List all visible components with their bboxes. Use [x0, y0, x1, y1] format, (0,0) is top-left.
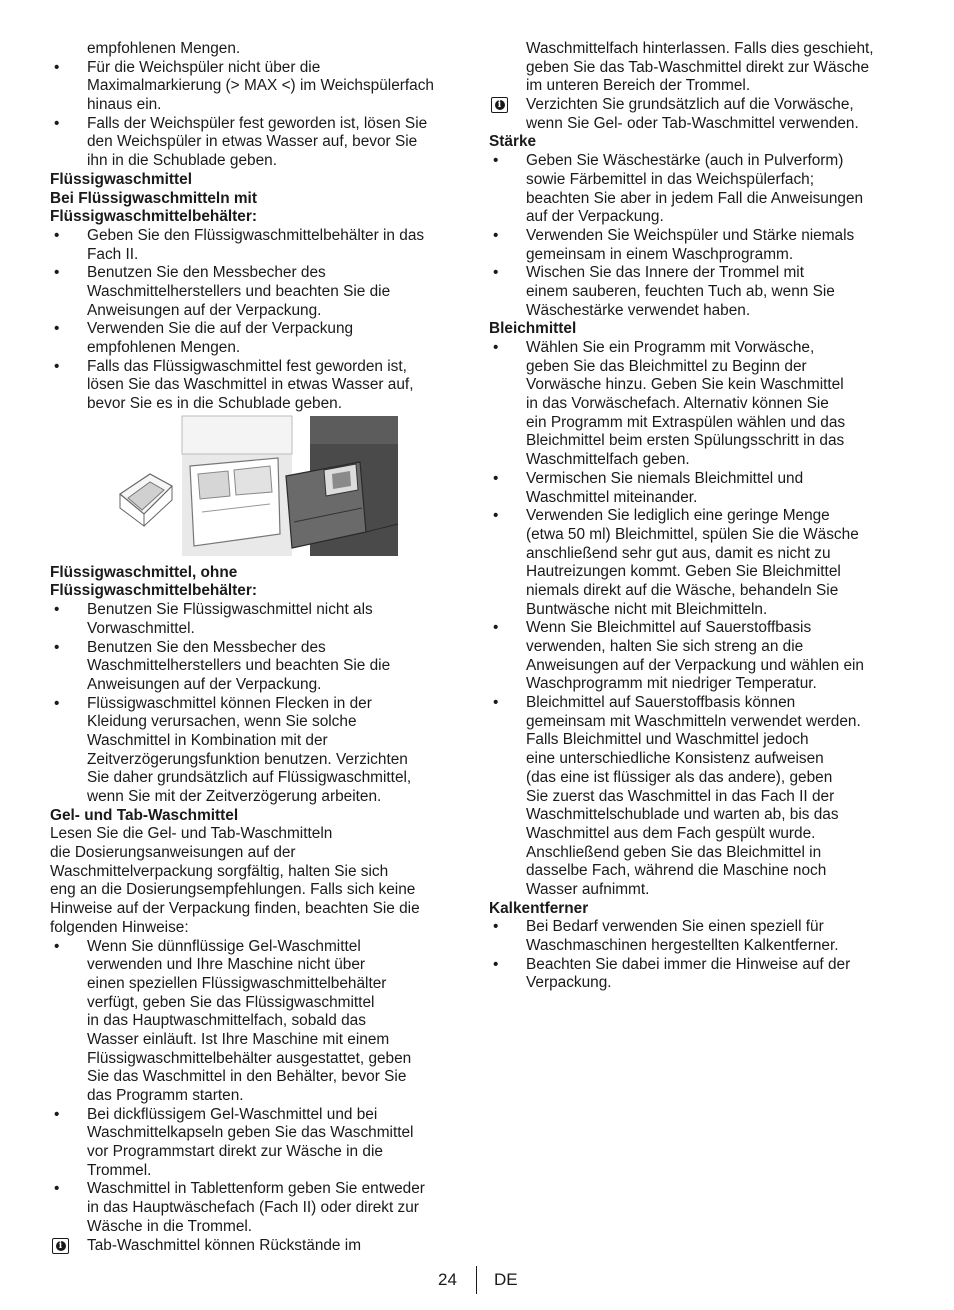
right-text-block — [489, 40, 909, 993]
text-line: Waschmittel aus dem Fach gespült wurde. — [526, 824, 816, 842]
text-line: Flüssigwaschmittelbehälter ausgestattet, geben — [87, 1049, 412, 1067]
info-note-text: Tab-Waschmittel können Rückstände im — [87, 1236, 362, 1254]
left-text-block-2 — [50, 564, 470, 1255]
text-line: wenn Sie Gel- oder Tab-Waschmittel verwenden. — [526, 114, 859, 132]
section-heading: Flüssigwaschmittelbehälter: — [50, 208, 257, 226]
section-heading: Flüssigwaschmittel, ohne — [50, 563, 238, 581]
text-line: niemals direkt auf die Wäsche, behandeln Sie — [526, 581, 839, 599]
text-line: Kleidung verursachen, wenn Sie solche — [87, 713, 357, 731]
bullet-item: • Flüssigwaschmittel können Flecken in der — [50, 695, 470, 714]
bullet-item: • Benutzen Sie den Messbecher des — [50, 639, 470, 658]
text-line: Sie das Waschmittel in den Behälter, bevor Sie — [87, 1068, 407, 1086]
bullet-item: • Bleichmittel auf Sauerstoffbasis können — [489, 694, 909, 713]
text-line: Zeitverzögerungsfunktion benutzen. Verzichten — [87, 750, 408, 768]
bullet-item: • Für die Weichspüler nicht über die — [50, 59, 470, 78]
language-code: DE — [494, 1270, 518, 1289]
text-line: (das eine ist flüssiger als das andere), geben — [526, 768, 833, 786]
bullet-item: • Wählen Sie ein Programm mit Vorwäsche, — [489, 339, 909, 358]
text-line: Wäsche in die Trommel. — [87, 1217, 253, 1235]
text-line: vor Programmstart direkt zur Wäsche in die — [87, 1143, 383, 1161]
text-line: geben Sie das Tab-Waschmittel direkt zur Wäsche — [526, 58, 870, 76]
text-line: in das Vorwäschefach. Alternativ können Sie — [526, 395, 829, 413]
text-line: geben Sie das Bleichmittel zu Beginn der — [526, 357, 807, 375]
text-line: einem sauberen, feuchten Tuch ab, wenn Sie — [526, 282, 835, 300]
paragraph-line: Waschmittelverpackung sorgfältig, halten Sie sich — [50, 862, 389, 880]
text-line: Anweisungen auf der Verpackung. — [87, 675, 322, 693]
text-line: Hautreizungen kommt. Geben Sie Bleichmittel — [526, 563, 841, 581]
info-icon: i — [52, 1238, 69, 1254]
bullet-item: • Verwenden Sie die auf der Verpackung — [50, 320, 470, 339]
paragraph-line: Hinweise auf der Verpackung finden, beachten Sie die — [50, 900, 420, 918]
section-heading: Gel- und Tab-Waschmittel — [50, 806, 239, 824]
right-column — [489, 40, 909, 993]
text-line: Verpackung. — [526, 974, 612, 992]
bullet-item: • Wenn Sie dünnflüssige Gel-Waschmittel — [50, 938, 470, 957]
paragraph-line: eng an die Dosierungsempfehlungen. Falls sich keine — [50, 881, 416, 899]
footer-divider — [476, 1266, 477, 1294]
text-line: Waschmittelfach geben. — [526, 451, 690, 469]
text-line: Waschmittelfach hinterlassen. Falls dies geschieht, — [526, 40, 874, 57]
left-text-block-1 — [50, 40, 470, 414]
text-line: das Programm starten. — [87, 1087, 244, 1104]
bullet-item: • Falls das Flüssigwaschmittel fest geworden ist, — [50, 358, 470, 377]
bullet-item: • Benutzen Sie den Messbecher des — [50, 264, 470, 283]
bullet-item: • Bei dickflüssigem Gel-Waschmittel und bei — [50, 1106, 470, 1125]
text-line: eine unterschiedliche Konsistenz aufweisen — [526, 750, 824, 768]
text-line: verwenden, halten Sie sich streng an die — [526, 638, 804, 655]
info-note — [50, 1237, 470, 1256]
text-line: empfohlenen Mengen. — [87, 339, 241, 356]
text-line: Waschprogramm mit niedriger Temperatur. — [526, 675, 817, 693]
text-line: hinaus ein. — [87, 96, 162, 114]
text-line: Falls Bleichmittel und Waschmittel jedoch — [526, 731, 809, 749]
text-line: Sie daher grundsätzlich auf Flüssigwaschmittel, — [87, 769, 412, 787]
text-line: dasselbe Fach, während die Maschine noch — [526, 862, 827, 880]
text-line: Waschmittelkapseln geben Sie das Waschmittel — [87, 1124, 414, 1142]
page-number: 24 — [438, 1270, 457, 1289]
text-line: verwenden und Ihre Maschine nicht über — [87, 956, 366, 974]
text-line: Wasser aufnimmt. — [526, 880, 650, 898]
text-line: Fach II. — [87, 245, 139, 263]
text-line: (etwa 50 ml) Bleichmittel, spülen Sie die Wäsche — [526, 525, 859, 543]
bullet-item: • Benutzen Sie Flüssigwaschmittel nicht als — [50, 601, 470, 620]
bullet-item: • Verwenden Sie lediglich eine geringe Menge — [489, 507, 909, 526]
bullet-item: • Geben Sie Wäschestärke (auch in Pulverform) — [489, 152, 909, 171]
text-line: auf der Verpackung. — [526, 208, 664, 226]
section-heading: Stärke — [489, 133, 537, 151]
text-line: im unteren Bereich der Trommel. — [526, 77, 751, 95]
text-line: Waschmittelschublade und warten ab, bis das — [526, 806, 839, 824]
text-line: Bleichmittel beim ersten Spülungsschritt in das — [526, 432, 845, 450]
section-heading: Flüssigwaschmittelbehälter: — [50, 582, 257, 600]
bullet-item: • Bei Bedarf verwenden Sie einen speziell für — [489, 918, 909, 937]
paragraph-line: Lesen Sie die Gel- und Tab-Waschmitteln — [50, 825, 333, 843]
text-line: beachten Sie aber in jedem Fall die Anweisungen — [526, 189, 864, 207]
info-icon: i — [491, 97, 508, 113]
text-line: Waschmittel miteinander. — [526, 488, 698, 506]
bullet-item: • Falls der Weichspüler fest geworden ist, lösen Sie — [50, 115, 470, 134]
text-line: gemeinsam mit Waschmitteln verwendet werden. — [526, 712, 861, 730]
section-heading: Bei Flüssigwaschmitteln mit — [50, 189, 257, 207]
text-line: Wäschestärke verwendet haben. — [526, 301, 751, 319]
drawer-image — [110, 414, 400, 559]
bullet-item: • Geben Sie den Flüssigwaschmittelbehälter in das — [50, 227, 470, 246]
text-line: Buntwäsche nicht mit Bleichmitteln. — [526, 600, 768, 618]
section-heading: Kalkentferner — [489, 899, 589, 917]
text-line: Waschmittel in Kombination mit der — [87, 731, 328, 749]
text-line: lösen Sie das Waschmittel in etwas Wasser auf, — [87, 376, 414, 394]
text-line: Wasser einläuft. Ist Ihre Maschine mit einem — [87, 1030, 390, 1048]
detergent-drawer-illustration — [50, 414, 470, 564]
text-line: Sie zuerst das Waschmittel in das Fach II der — [526, 787, 835, 805]
text-line: Waschmittelherstellers und beachten Sie die — [87, 657, 391, 675]
text-line: Waschmittelherstellers und beachten Sie die — [87, 282, 391, 300]
text-line: sowie Färbemittel in das Weichspülerfach; — [526, 170, 814, 188]
text-line: empfohlenen Mengen. — [87, 40, 241, 57]
bullet-item: • Wischen Sie das Innere der Trommel mit — [489, 264, 909, 283]
text-line: in das Hauptwaschmittelfach, sobald das — [87, 1012, 366, 1030]
text-line: bevor Sie es in die Schublade geben. — [87, 395, 342, 413]
text-line: Anschließend geben Sie das Bleichmittel in — [526, 843, 822, 861]
bullet-item: • Vermischen Sie niemals Bleichmittel und — [489, 470, 909, 489]
text-line: anschließend sehr gut aus, damit es nicht zu — [526, 544, 831, 562]
text-line: Anweisungen auf der Verpackung und wählen ein — [526, 656, 864, 674]
text-line: verfügt, geben Sie das Flüssigwaschmittel — [87, 993, 375, 1011]
left-column — [50, 40, 470, 1255]
paragraph-line: folgenden Hinweise: — [50, 918, 189, 936]
bullet-item: • Waschmittel in Tablettenform geben Sie entweder — [50, 1180, 470, 1199]
text-line: Maximalmarkierung (> MAX <) im Weichspülerfach — [87, 77, 434, 95]
info-note — [489, 96, 909, 115]
section-heading: Flüssigwaschmittel — [50, 170, 192, 188]
paragraph-line: die Dosierungsanweisungen auf der — [50, 844, 296, 862]
section-heading: Bleichmittel — [489, 320, 577, 338]
bullet-item: • Beachten Sie dabei immer die Hinweise auf der — [489, 956, 909, 975]
info-note-text: Verzichten Sie grundsätzlich auf die Vorwäsche, — [526, 96, 854, 114]
text-line: Anweisungen auf der Verpackung. — [87, 301, 322, 319]
text-line: Waschmaschinen hergestellten Kalkentferner. — [526, 937, 839, 954]
text-line: in das Hauptwäschefach (Fach II) oder direkt zur — [87, 1199, 419, 1217]
text-line: Trommel. — [87, 1161, 152, 1179]
text-line: ihn in die Schublade geben. — [87, 152, 277, 170]
bullet-item: • Wenn Sie Bleichmittel auf Sauerstoffbasis — [489, 619, 909, 638]
text-line: Vorwaschmittel. — [87, 619, 195, 637]
text-line: einen speziellen Flüssigwaschmittelbehälter — [87, 974, 387, 992]
bullet-item: • Verwenden Sie Weichspüler und Stärke niemals — [489, 227, 909, 246]
text-line: gemeinsam in einem Waschprogramm. — [526, 245, 794, 263]
text-line: den Weichspüler in etwas Wasser auf, bevor Sie — [87, 133, 418, 151]
text-line: wenn Sie mit der Zeitverzögerung arbeiten. — [87, 788, 382, 805]
text-line: ein Programm mit Extraspülen wählen und das — [526, 413, 846, 431]
text-line: Vorwäsche hinzu. Geben Sie kein Waschmittel — [526, 376, 844, 394]
